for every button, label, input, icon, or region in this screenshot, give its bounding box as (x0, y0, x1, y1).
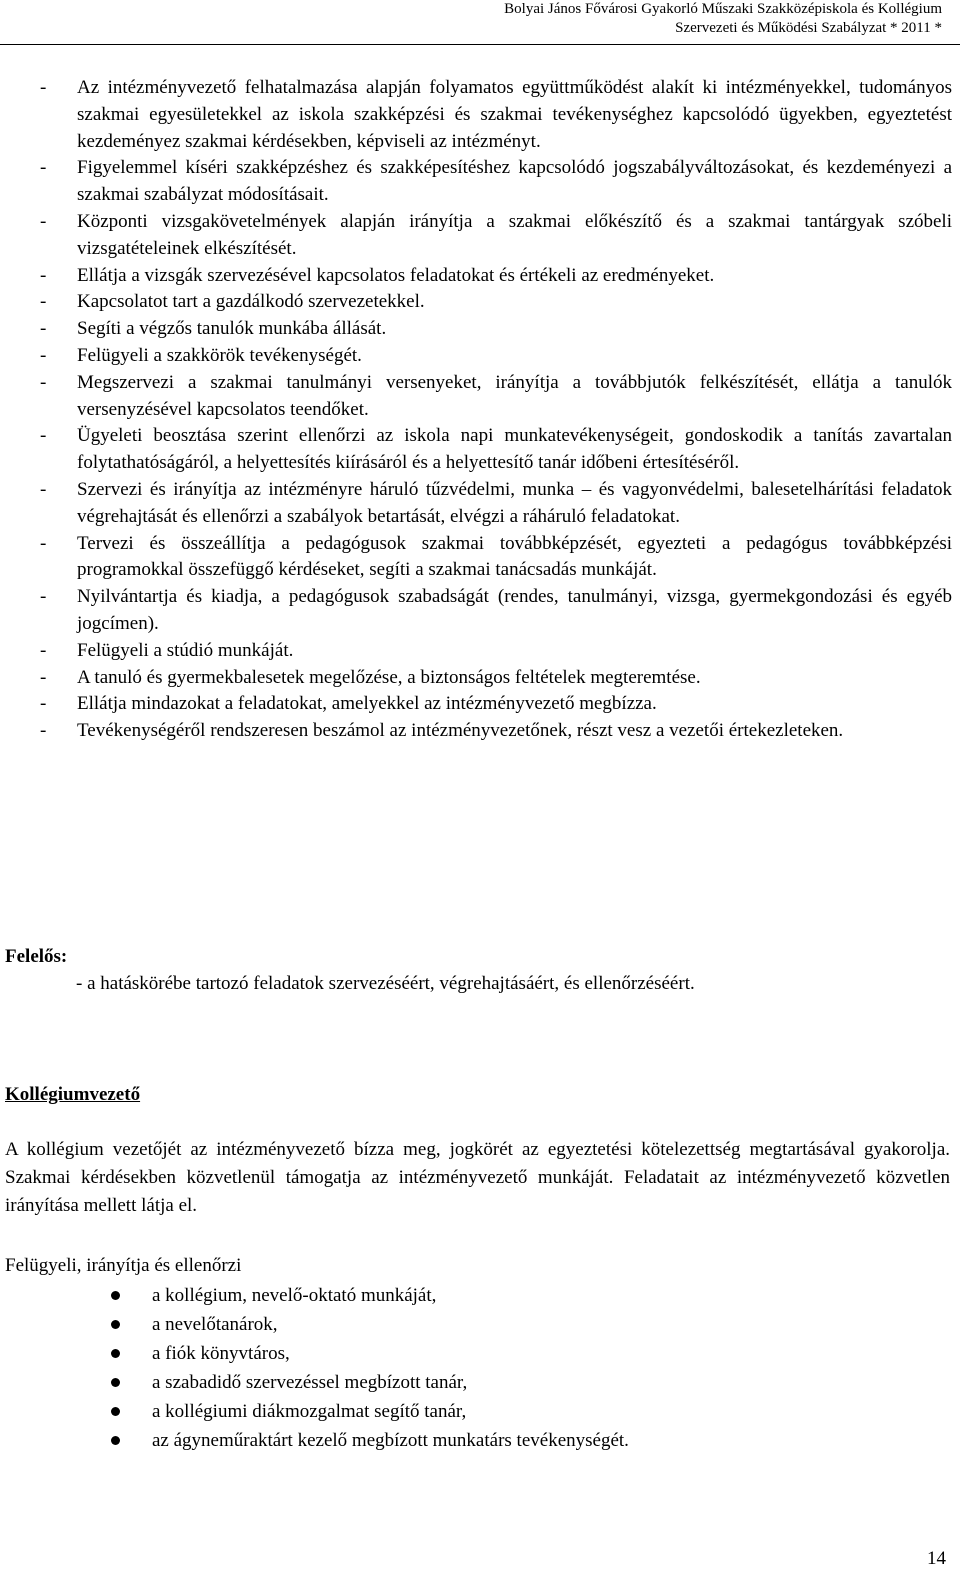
list-item: a szabadidő szervezéssel megbízott tanár, (108, 1368, 928, 1397)
dash-marker: - (40, 586, 47, 608)
dash-marker: - (40, 720, 47, 742)
list-item: - Figyelemmel kíséri szakképzéshez és szakképesítéshez kapcsolódó jogszabályváltozásokat, és kezdeményezi a szakmai szabályzat módosításait. (40, 157, 952, 206)
list-item: - Segíti a végzős tanulók munkába állását. (40, 316, 952, 343)
list-item: - Ügyeleti beosztása szerint ellenőrzi az iskola napi munkatevékenységeit, gondoskodik a tanítás zavartalan folytathatóságáról, a helyettesítés kiírásáról és a helyettesítő tanár időbeni értesítéséről. (40, 425, 952, 474)
kollegium-paragraph: A kollégium vezetőjét az intézményvezető bízza meg, jogkörét az egyeztetési kötelezettség megtartásával gyakorolja. Szakmai kérdésekben közvetlenül támogatja az intézményvezető munkáját. Feladatait az intézményvezető közvetlen irányítása mellett látja el. (5, 1139, 950, 1216)
bullet-icon (111, 1320, 120, 1329)
list-item: - Tevékenységéről rendszeresen beszámol az intézményvezetőnek, részt vesz a vezetői értekezleteken. (40, 718, 952, 745)
running-header (504, 0, 942, 38)
list-item: a nevelőtanárok, (108, 1310, 928, 1339)
responsible-label: Felelős: (5, 946, 68, 967)
dash-marker: - (40, 371, 47, 393)
supervises-list (108, 1281, 928, 1455)
list-item: a kollégium, nevelő-oktató munkáját, (108, 1281, 928, 1310)
bullet-icon (111, 1436, 120, 1445)
dash-marker: - (40, 425, 47, 447)
list-item: - Nyilvántartja és kiadja, a pedagógusok szabadságát (rendes, tanulmányi, vizsga, gyermekgondozási és egyéb jogcímen). (40, 586, 952, 634)
list-item: a kollégiumi diákmozgalmat segítő tanár, (108, 1397, 928, 1426)
dash-marker: - (40, 264, 47, 286)
list-item: az ágyneműraktárt kezelő megbízott munkatárs tevékenységét. (108, 1426, 928, 1455)
section-heading-kollegiumvezeto: Kollégiumvezető (5, 1084, 141, 1105)
list-item: - Felügyeli a szakkörök tevékenységét. (40, 343, 952, 370)
list-item: a fiók könyvtáros, (108, 1339, 928, 1368)
list-item: - Tervezi és összeállítja a pedagógusok szakmai továbbképzését, egyezteti a pedagógus továbbképzési programokkal összefüggő kérdéseket, segíti a szakmai tanácsadás munkáját. (40, 532, 952, 581)
list-item: - Az intézményvezető felhatalmazása alapján folyamatos együttműködést alakít ki intézményekkel, tudományos szakmai egyesületekkel az iskola szakképzési és szakmai tevékenységhez kapcsolódó ügyekben, egyeztetést kezdeményez szakmai kérdésekben, képviseli az intézményt. (40, 77, 952, 152)
bullet-icon (111, 1407, 120, 1416)
header-school-name: Bolyai János Fővárosi Gyakorló Műszaki Szakközépiskola és Kollégium (504, 1, 942, 17)
supervises-intro: Felügyeli, irányítja és ellenőrzi (5, 1255, 242, 1276)
dash-marker: - (40, 639, 47, 661)
header-document-title: Szervezeti és Működési Szabályzat * 2011 * (675, 20, 942, 36)
duty-list (40, 75, 952, 745)
list-item: - A tanuló és gyermekbalesetek megelőzése, a biztonságos feltételek megteremtése. (40, 665, 952, 692)
responsible-text: - a hatáskörébe tartozó feladatok szervezéséért, végrehajtásáért, és ellenőrzéséért. (76, 973, 695, 994)
dash-marker: - (40, 77, 47, 98)
dash-marker: - (40, 318, 47, 340)
dash-marker: - (40, 344, 47, 366)
list-item: - Felügyeli a stúdió munkáját. (40, 638, 952, 665)
list-item: - Ellátja mindazokat a feladatokat, amelyekkel az intézményvezető megbízza. (40, 691, 952, 718)
dash-marker: - (40, 532, 47, 554)
list-item: - Központi vizsgakövetelmények alapján irányítja a szakmai előkészítő és a szakmai tantárgyak szóbeli vizsgatételeinek elkészítését. (40, 210, 952, 259)
list-item: - Szervezi és irányítja az intézményre háruló tűzvédelmi, munka – és vagyonvédelmi, balesetelhárítási feladatok végrehajtását és ellenőrzi a szabályok betartását, elvégzi a ráháruló feladatokat. (40, 478, 952, 527)
dash-marker: - (40, 210, 47, 232)
bullet-icon (111, 1378, 120, 1387)
list-item: - Megszervezi a szakmai tanulmányi versenyeket, irányítja a továbbjutók felkészítését, ellátja a tanulók versenyzésével kapcsolatos teendőket. (40, 371, 952, 420)
dash-marker: - (40, 693, 47, 715)
page-number: 14 (927, 1548, 946, 1569)
dash-marker: - (40, 157, 47, 179)
list-item: - Kapcsolatot tart a gazdálkodó szervezetekkel. (40, 289, 952, 316)
bullet-icon (111, 1349, 120, 1358)
bullet-icon (111, 1291, 120, 1300)
dash-marker: - (40, 478, 47, 500)
dash-marker: - (40, 666, 47, 688)
list-item: - Ellátja a vizsgák szervezésével kapcsolatos feladatokat és értékeli az eredményeket. (40, 263, 952, 290)
dash-marker: - (40, 291, 47, 313)
header-divider (0, 44, 960, 45)
